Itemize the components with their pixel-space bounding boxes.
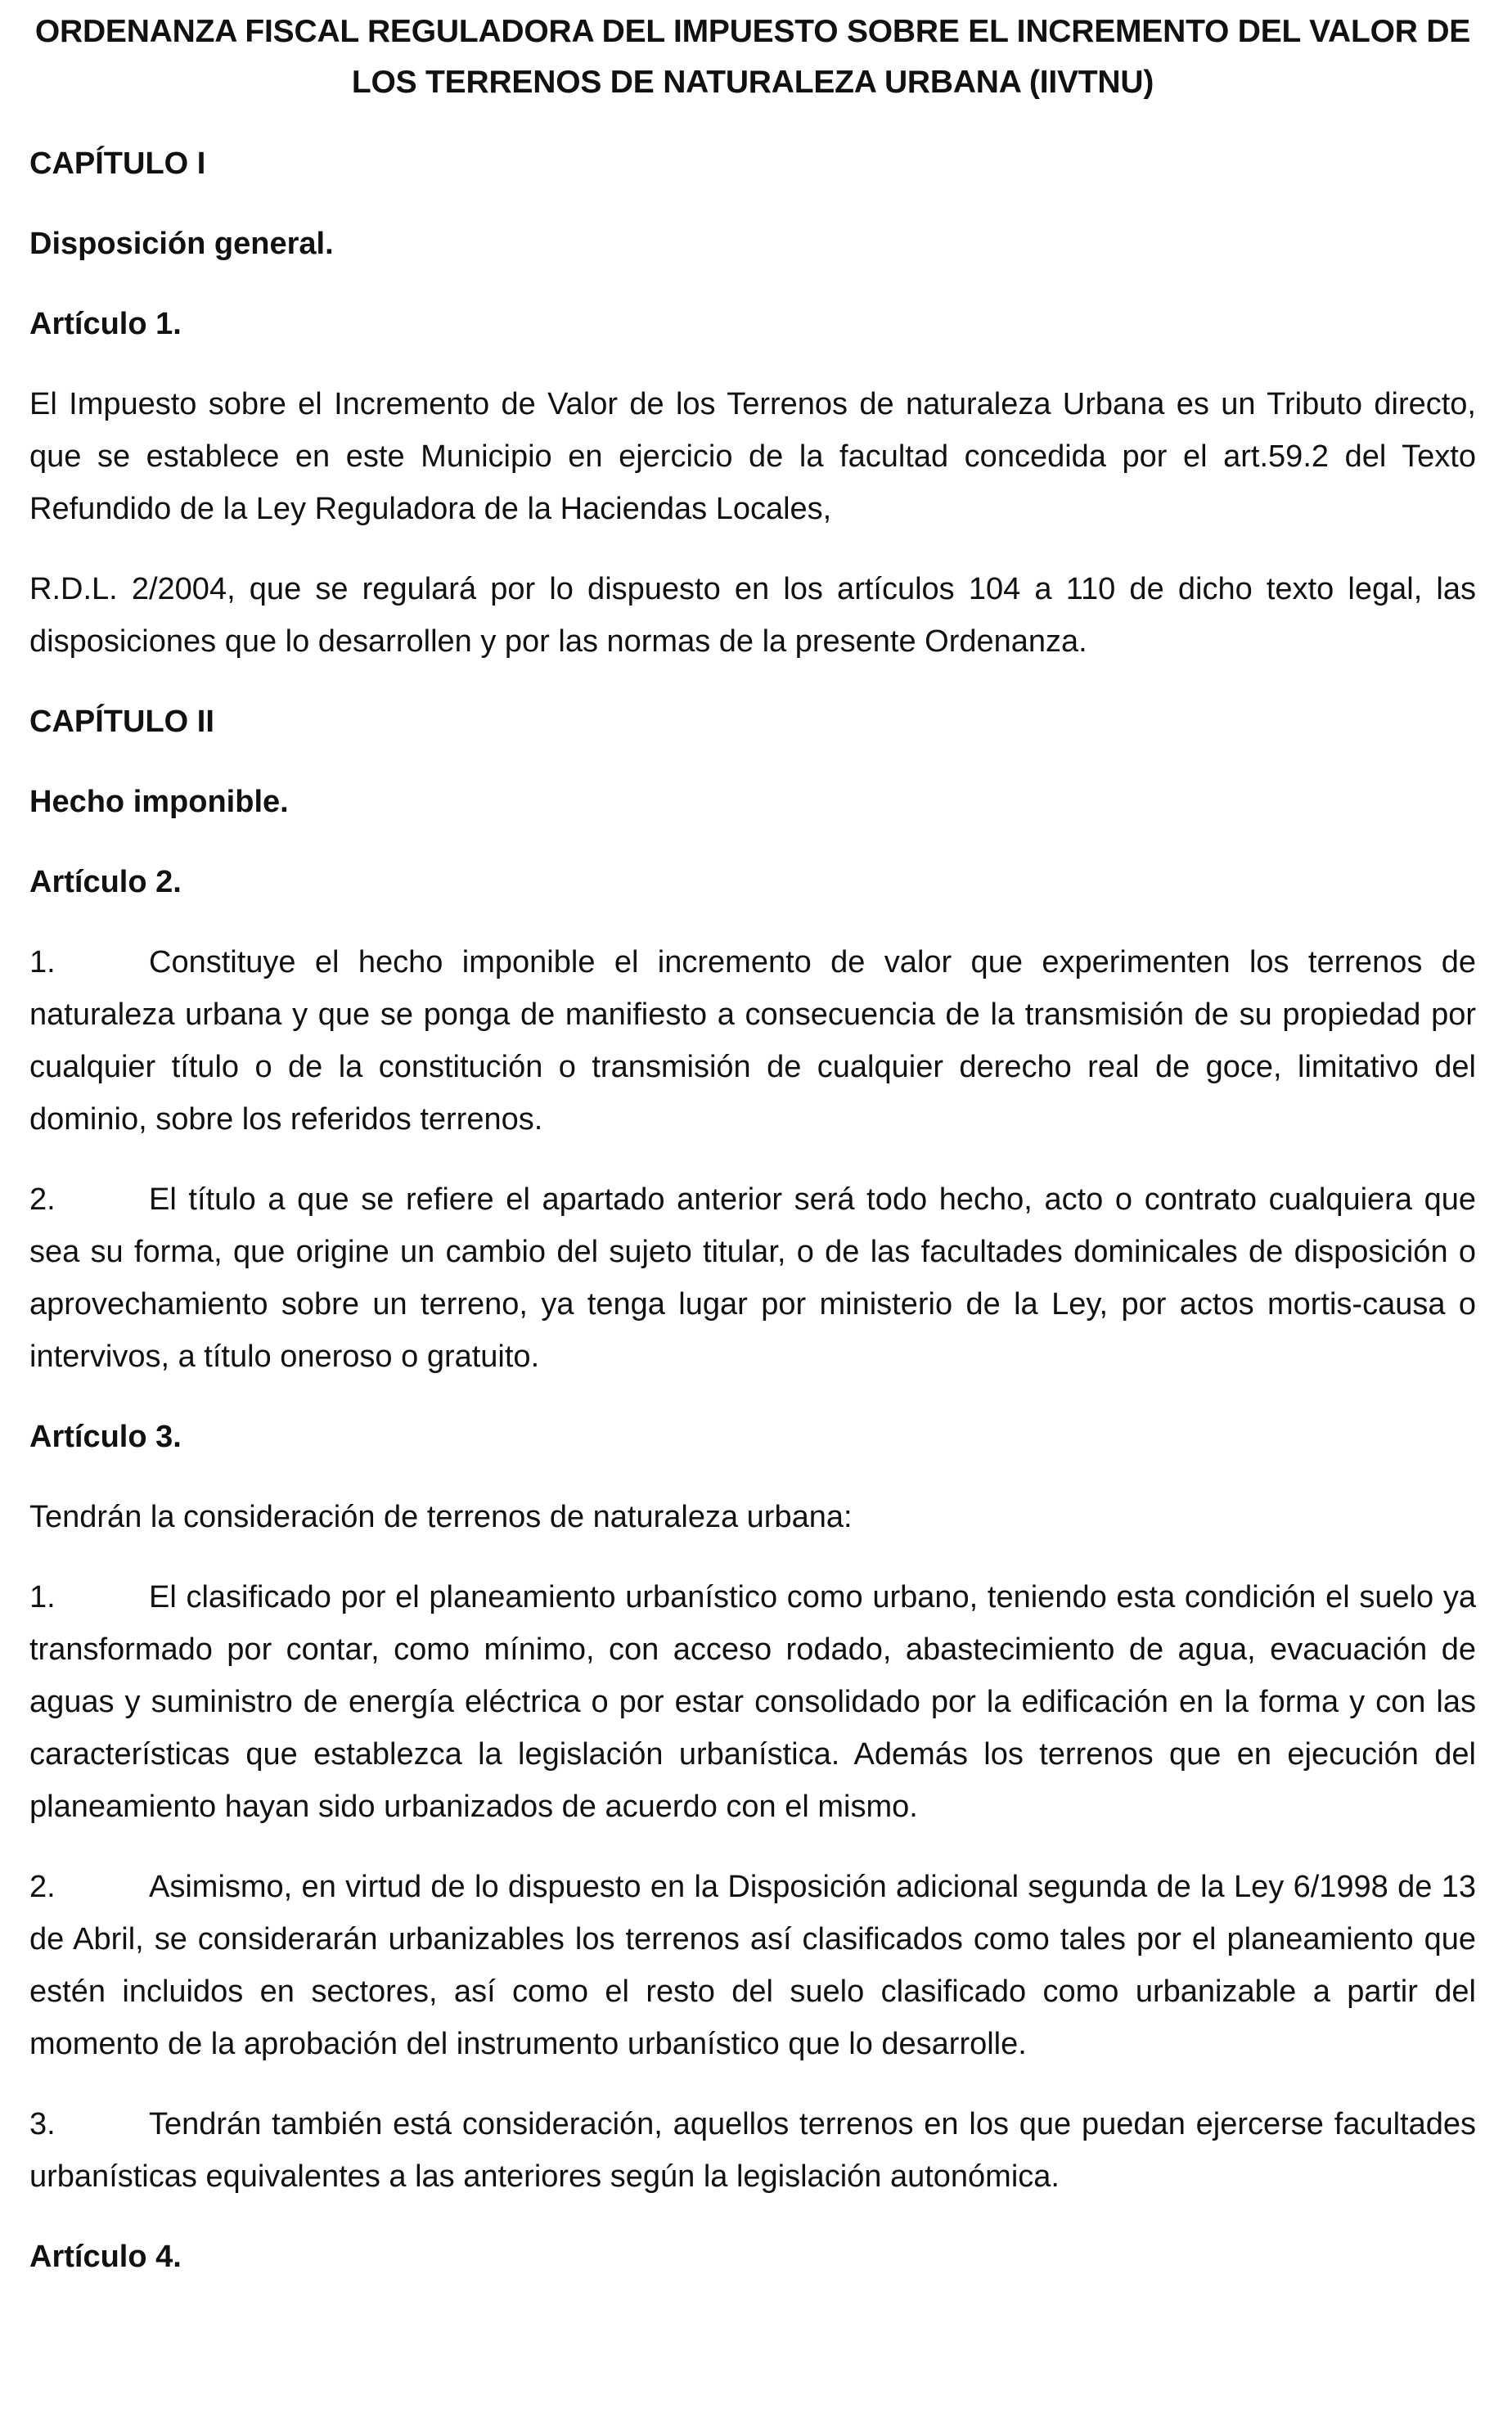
chapter-2-subheading: Hecho imponible. bbox=[29, 785, 289, 819]
article-3-item-3 bbox=[29, 2098, 1476, 2203]
item-number: 1. bbox=[29, 945, 56, 979]
item-text: Asimismo, en virtud de lo dispuesto en la Disposición adicional segunda de la Ley 6/1998 de 13 de Abril, se considerarán urbanizables los terrenos así clasificados como tales por el planeamiento que estén incluidos en sectores, así como el resto del suelo clasificado como urbanizable a partir del momento de la aprobación del instrumento urbanístico que lo desarrolle. bbox=[29, 1870, 1476, 2061]
title-line-2: LOS TERRENOS DE NATURALEZA URBANA (IIVTNU) bbox=[351, 65, 1154, 100]
item-number: 2. bbox=[29, 1182, 56, 1217]
item-text: El clasificado por el planeamiento urbanístico como urbano, teniendo esta condición el suelo ya transformado por contar, como mínimo, con acceso rodado, abastecimiento de agua, evacuación de aguas y suministro de energía eléctrica o por estar consolidado por la edificación en la forma y con las características que establezca la legislación urbanística. Además los terrenos que en ejecución del planeamiento hayan sido urbanizados de acuerdo con el mismo. bbox=[29, 1580, 1476, 1824]
article-3-item-1 bbox=[29, 1571, 1476, 1833]
article-4-heading: Artículo 4. bbox=[29, 2240, 182, 2274]
title-line-1: ORDENANZA FISCAL REGULADORA DEL IMPUESTO SOBRE EL INCREMENTO DEL VALOR DE bbox=[34, 14, 1471, 49]
item-number: 1. bbox=[29, 1580, 56, 1614]
article-3-item-2 bbox=[29, 1861, 1476, 2070]
article-3-intro: Tendrán la consideración de terrenos de naturaleza urbana: bbox=[29, 1500, 853, 1534]
article-2-item-1 bbox=[29, 936, 1476, 1146]
chapter-1-heading: CAPÍTULO I bbox=[29, 146, 206, 181]
document-title bbox=[29, 7, 1476, 108]
item-number: 2. bbox=[29, 1870, 56, 1904]
item-number: 3. bbox=[29, 2107, 56, 2141]
document-page bbox=[29, 0, 1476, 2283]
article-2-item-2 bbox=[29, 1173, 1476, 1383]
item-text: Constituye el hecho imponible el incremento de valor que experimenten los terrenos de naturaleza urbana y que se ponga de manifiesto a consecuencia de la transmisión de su propiedad por cualquier título o de la constitución o transmisión de cualquier derecho real de goce, limitativo del dominio, sobre los referidos terrenos. bbox=[29, 945, 1476, 1137]
article-1-paragraph-1: El Impuesto sobre el Incremento de Valor de los Terrenos de naturaleza Urbana es un Tributo directo, que se establece en este Municipio en ejercicio de la facultad concedida por el art.59.2 del Texto Refundido de la Ley Reguladora de la Haciendas Locales, bbox=[29, 387, 1476, 526]
item-text: Tendrán también está consideración, aquellos terrenos en los que puedan ejercerse facultades urbanísticas equivalentes a las anteriores según la legislación autonómica. bbox=[29, 2107, 1476, 2194]
item-text: El título a que se refiere el apartado anterior será todo hecho, acto o contrato cualquiera que sea su forma, que origine un cambio del sujeto titular, o de las facultades dominicales de disposición o aprovechamiento sobre un terreno, ya tenga lugar por ministerio de la Ley, por actos mortis-causa o intervivos, a título oneroso o gratuito. bbox=[29, 1182, 1476, 1374]
article-1-paragraph-2: R.D.L. 2/2004, que se regulará por lo dispuesto en los artículos 104 a 110 de dicho texto legal, las disposiciones que lo desarrollen y por las normas de la presente Ordenanza. bbox=[29, 572, 1476, 659]
article-2-heading: Artículo 2. bbox=[29, 865, 182, 899]
article-1-heading: Artículo 1. bbox=[29, 307, 182, 341]
chapter-2-heading: CAPÍTULO II bbox=[29, 705, 214, 739]
chapter-1-subheading: Disposición general. bbox=[29, 227, 334, 261]
article-3-heading: Artículo 3. bbox=[29, 1420, 182, 1454]
